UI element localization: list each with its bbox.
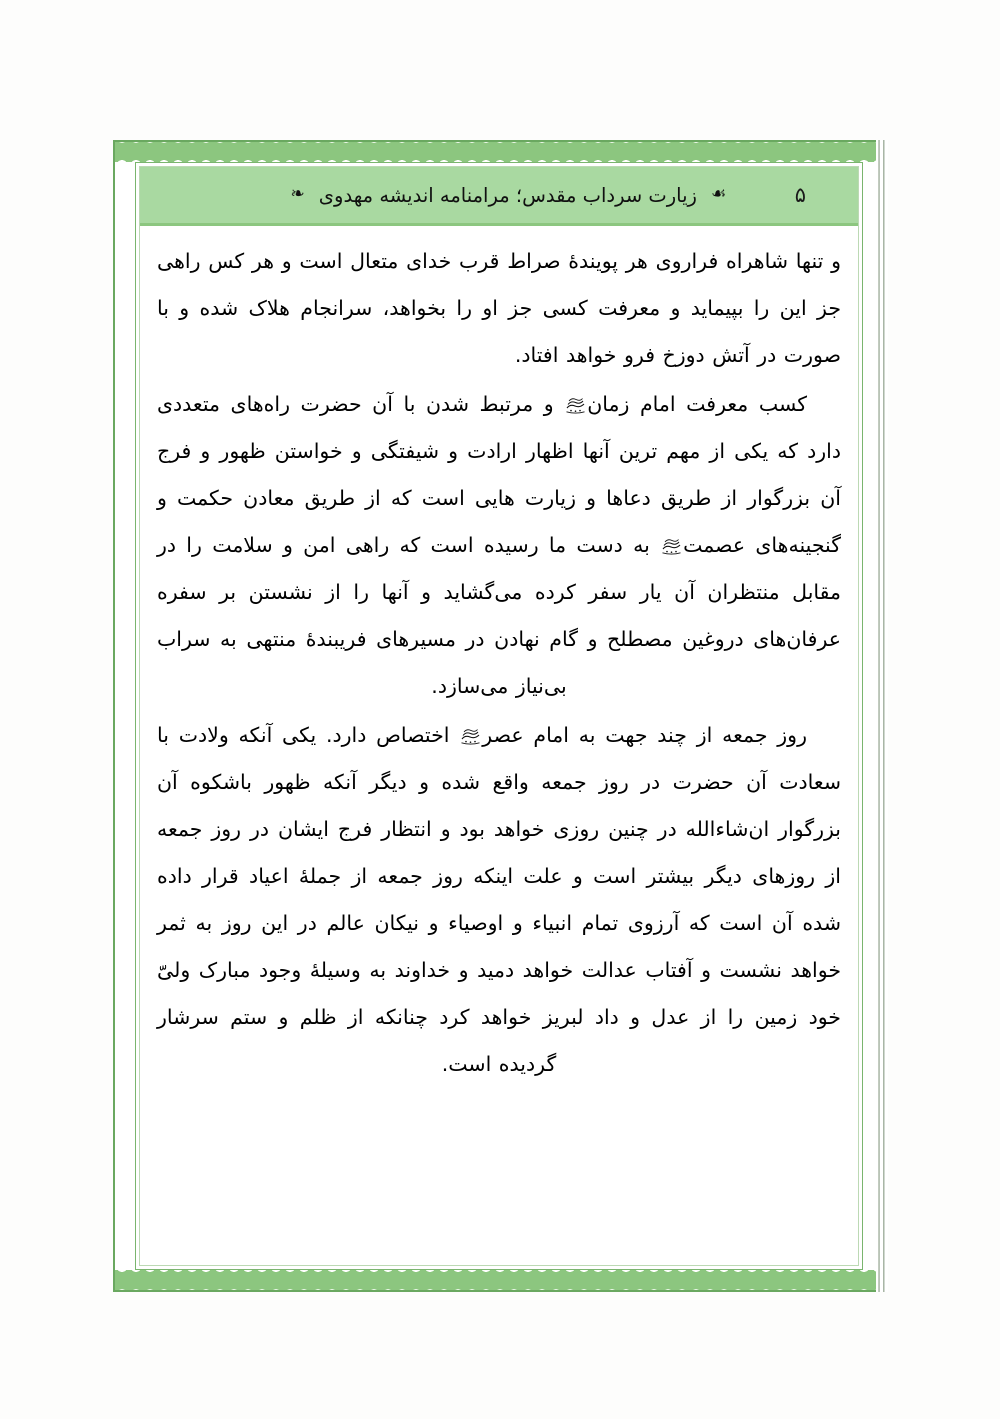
header-center-group bbox=[222, 184, 795, 207]
honorific-glyph-icon bbox=[661, 536, 682, 555]
paragraph-1: و تنها شاهراه فراروی هر پویندهٔ صراط قرب خدای متعال است و هر کس راهی جز این را بپیماید و معرفت کسی جز او را بخواهد، سرانجام هلاک شده و با صورت در آتش دوزخ فرو خواهد افتاد. bbox=[157, 249, 841, 367]
header-underline bbox=[140, 223, 858, 226]
running-header bbox=[140, 167, 858, 223]
frame-band-bottom bbox=[115, 1270, 883, 1290]
page-number: ۵ bbox=[794, 183, 806, 207]
running-header-title: زیارت سرداب مقدس؛ مرامنامه اندیشه مهدوی bbox=[318, 183, 697, 207]
frame-band-top bbox=[115, 142, 883, 162]
ornamental-page-frame bbox=[113, 140, 885, 1292]
honorific-glyph-icon bbox=[460, 726, 481, 745]
paragraph-2: کسب معرفت امام زمان و مرتبط شدن با آن حضرت راه‌های متعددی دارد که یکی از مهم ترین آنها اظهار ارادت و شیفتگی و خواستن ظهور و فرج آن بزرگوار از طریق دعاها و زیارت هایی است که از طریق معادن حکمت و گنجینه‌های عصمت به دست ما رسیده است که راهی امن و سلامت را در مقابل منتظران آن یار سفر کرده می‌گشاید و آنها را از نشستن بر سفره عرفان‌های دروغین مصطلح و گام نهادن در مسیرهای فریبندهٔ منتهی به سراب بی‌نیاز می‌سازد. bbox=[157, 392, 841, 698]
paragraph-3: روز جمعه از چند جهت به امام عصر اختصاص دارد. یکی آنکه ولادت با سعادت آن حضرت در روز جمعه واقع شده و دیگر آنکه ظهور باشکوه آن بزرگوار ان‌شاءالله در چنین روزی خواهد بود و انتظار فرج ایشان در روز جمعه از روزهای دیگر بیشتر است و علت اینکه روز جمعه از جملهٔ اعیاد قرار داده شده آن است که آرزوی تمام انبیاء و اوصیاء و نیکان عالم در این روز به ثمر خواهد نشست و آفتاب عدالت خواهد دمید و خداوند به وسیلهٔ وجود مبارک ولیّ خود زمین را از عدل و داد لبریز خواهد کرد چنانکه از ظلم و ستم سرشار گردیده است. bbox=[157, 723, 841, 1076]
fleuron-left-icon: ❧ bbox=[290, 183, 305, 204]
scan-edge-artifact bbox=[876, 140, 888, 1292]
honorific-glyph-icon bbox=[565, 395, 586, 414]
body-text-column bbox=[153, 238, 845, 1258]
fleuron-right-icon: ☙ bbox=[710, 183, 727, 204]
